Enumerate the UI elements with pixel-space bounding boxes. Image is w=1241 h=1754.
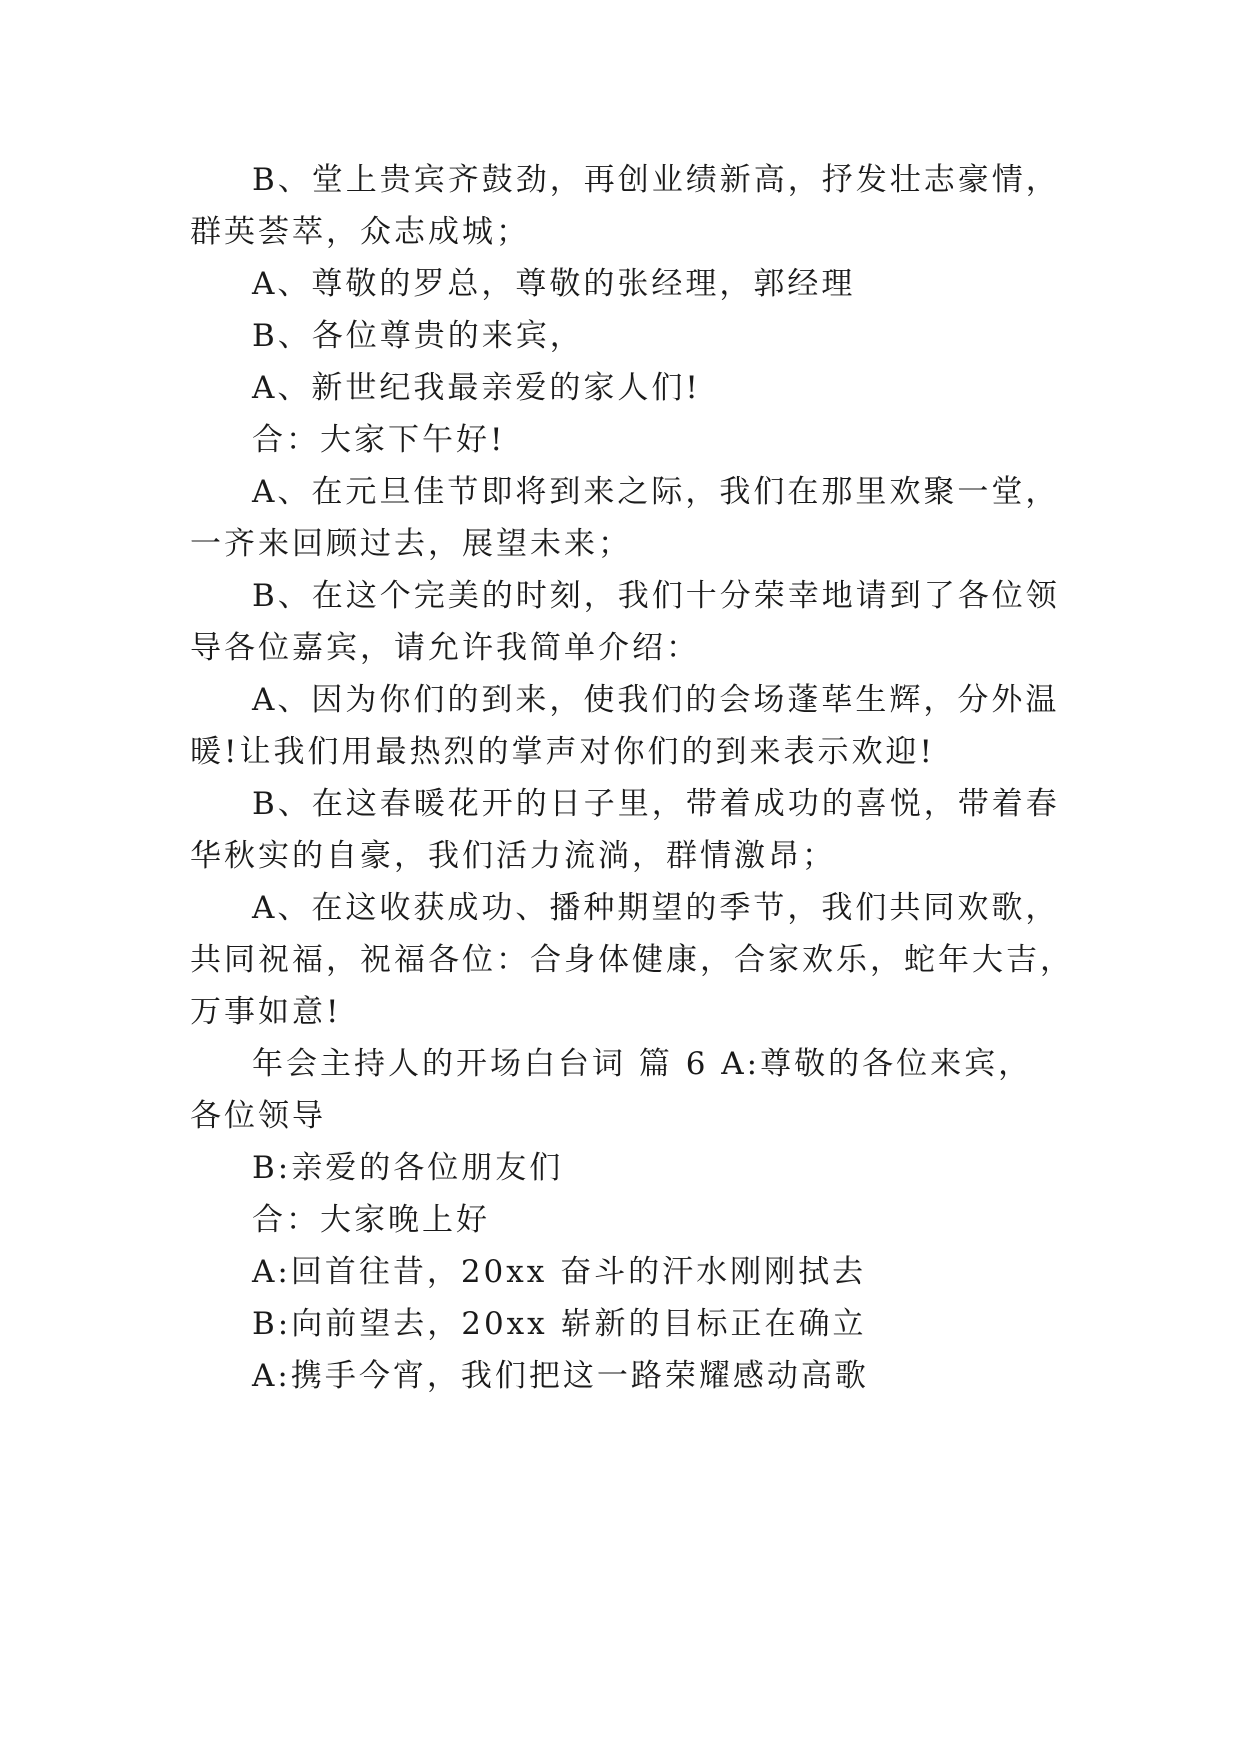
paragraph-line: B、各位尊贵的来宾，	[252, 318, 584, 354]
section-heading-line: 年会主持人的开场白台词 篇 6 A:尊敬的各位来宾，	[252, 1046, 1033, 1082]
paragraph-line: 合：大家下午好!	[252, 422, 506, 458]
paragraph-line: 暖!让我们用最热烈的掌声对你们的到来表示欢迎!	[190, 734, 935, 770]
paragraph-line: A、因为你们的到来，使我们的会场蓬荜生辉，分外温	[252, 682, 1060, 718]
paragraph-line: 一齐来回顾过去，展望未来；	[190, 526, 632, 562]
paragraph-line: B:向前望去，20xx 崭新的目标正在确立	[252, 1306, 867, 1342]
paragraph-line: A、尊敬的罗总，尊敬的张经理，郭经理	[252, 266, 856, 302]
paragraph-line: 各位领导	[190, 1098, 326, 1134]
paragraph-line: B:亲爱的各位朋友们	[252, 1150, 564, 1186]
paragraph-line: A:携手今宵，我们把这一路荣耀感动高歌	[252, 1358, 869, 1394]
paragraph-line: 合：大家晚上好	[252, 1202, 490, 1238]
paragraph-line: A、新世纪我最亲爱的家人们!	[252, 370, 701, 406]
paragraph-line: 华秋实的自豪，我们活力流淌，群情激昂；	[190, 838, 836, 874]
paragraph-line: B、堂上贵宾齐鼓劲，再创业绩新高，抒发壮志豪情，	[252, 162, 1060, 198]
paragraph-line: 导各位嘉宾，请允许我简单介绍：	[190, 630, 700, 666]
paragraph-line: A:回首往昔，20xx 奋斗的汗水刚刚拭去	[252, 1254, 867, 1290]
paragraph-line: 万事如意!	[190, 994, 342, 1030]
paragraph-line: A、在元旦佳节即将到来之际，我们在那里欢聚一堂，	[252, 474, 1060, 510]
paragraph-line: 共同祝福，祝福各位：合身体健康，合家欢乐，蛇年大吉，	[190, 942, 1074, 978]
paragraph-line: 群英荟萃，众志成城；	[190, 214, 530, 250]
paragraph-line: B、在这春暖花开的日子里，带着成功的喜悦，带着春	[252, 786, 1060, 822]
paragraph-line: B、在这个完美的时刻，我们十分荣幸地请到了各位领	[252, 578, 1060, 614]
paragraph-line: A、在这收获成功、播种期望的季节，我们共同欢歌，	[252, 890, 1060, 926]
